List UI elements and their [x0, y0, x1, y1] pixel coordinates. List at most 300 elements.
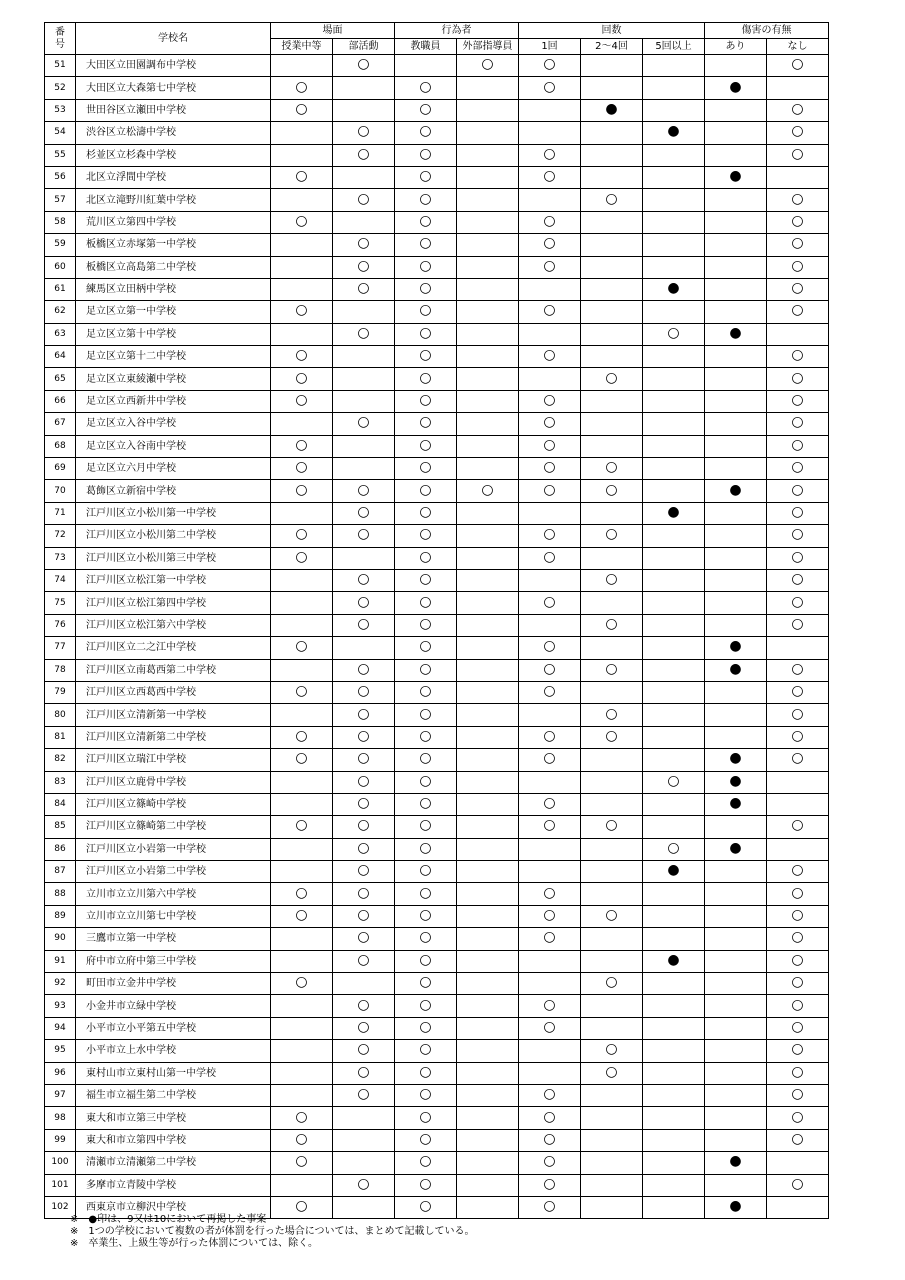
mark-club-symbol: ○ [357, 571, 370, 588]
mark-once [519, 1129, 581, 1151]
mark-staff [395, 973, 457, 995]
mark-two-four [581, 928, 643, 950]
mark-club [333, 1129, 395, 1151]
mark-once [519, 413, 581, 435]
mark-once-symbol: ○ [543, 1175, 556, 1192]
mark-once [519, 995, 581, 1017]
mark-once-symbol: ○ [543, 392, 556, 409]
mark-two-four-symbol: ○ [605, 190, 618, 207]
school-name: 東大和市立第四中学校 [76, 1129, 271, 1151]
mark-once [519, 301, 581, 323]
row-number: 81 [45, 726, 76, 748]
mark-injury-no-symbol: ○ [791, 436, 804, 453]
mark-external [457, 122, 519, 144]
mark-five-plus [643, 547, 705, 569]
mark-injury-no [767, 950, 829, 972]
mark-five-plus [643, 1040, 705, 1062]
mark-five-plus [643, 749, 705, 771]
mark-club [333, 55, 395, 77]
mark-injury-yes [705, 995, 767, 1017]
table-row [45, 838, 829, 860]
mark-staff [395, 1084, 457, 1106]
mark-class [271, 211, 333, 233]
mark-injury-no [767, 256, 829, 278]
mark-once-symbol: ○ [543, 56, 556, 73]
mark-class [271, 637, 333, 659]
mark-once [519, 592, 581, 614]
mark-external [457, 816, 519, 838]
mark-two-four-symbol: ○ [605, 727, 618, 744]
mark-staff-symbol: ○ [419, 839, 432, 856]
school-name: 三鷹市立第一中学校 [76, 928, 271, 950]
mark-staff-symbol: ○ [419, 1063, 432, 1080]
header-col-club: 部活動 [333, 39, 395, 55]
mark-staff [395, 1040, 457, 1062]
mark-once [519, 704, 581, 726]
mark-injury-yes [705, 883, 767, 905]
mark-club [333, 569, 395, 591]
mark-injury-yes-symbol: ● [729, 481, 742, 498]
table-row [45, 637, 829, 659]
mark-two-four [581, 1196, 643, 1218]
mark-class [271, 883, 333, 905]
school-name: 杉並区立杉森中学校 [76, 144, 271, 166]
mark-club-symbol: ○ [357, 862, 370, 879]
mark-staff [395, 413, 457, 435]
mark-once [519, 525, 581, 547]
mark-once [519, 681, 581, 703]
row-number: 90 [45, 928, 76, 950]
mark-injury-no-symbol: ○ [791, 951, 804, 968]
row-number: 67 [45, 413, 76, 435]
row-number: 76 [45, 614, 76, 636]
row-number: 94 [45, 1017, 76, 1039]
school-name: 町田市立金井中学校 [76, 973, 271, 995]
mark-club [333, 1152, 395, 1174]
row-number: 101 [45, 1174, 76, 1196]
mark-external [457, 211, 519, 233]
mark-two-four [581, 659, 643, 681]
mark-injury-yes [705, 122, 767, 144]
mark-injury-no [767, 1062, 829, 1084]
school-name: 江戸川区立小松川第三中学校 [76, 547, 271, 569]
mark-staff [395, 77, 457, 99]
mark-external [457, 144, 519, 166]
mark-once [519, 905, 581, 927]
school-name: 江戸川区立松江第四中学校 [76, 592, 271, 614]
mark-injury-yes [705, 144, 767, 166]
mark-once-symbol: ○ [543, 929, 556, 946]
mark-club [333, 1062, 395, 1084]
mark-staff-symbol: ○ [419, 660, 432, 677]
mark-class [271, 681, 333, 703]
table-row [45, 435, 829, 457]
mark-two-four-symbol: ○ [605, 974, 618, 991]
mark-class [271, 99, 333, 121]
table-row [45, 1040, 829, 1062]
mark-two-four [581, 995, 643, 1017]
row-number: 79 [45, 681, 76, 703]
mark-external [457, 502, 519, 524]
mark-once-symbol: ○ [543, 1108, 556, 1125]
row-number: 70 [45, 480, 76, 502]
mark-class [271, 234, 333, 256]
mark-club [333, 838, 395, 860]
mark-once-symbol: ○ [543, 145, 556, 162]
mark-once-symbol: ○ [543, 436, 556, 453]
mark-staff-symbol: ○ [419, 168, 432, 185]
school-name: 立川市立立川第七中学校 [76, 905, 271, 927]
mark-class [271, 793, 333, 815]
school-name: 大田区立大森第七中学校 [76, 77, 271, 99]
mark-club [333, 458, 395, 480]
mark-external [457, 592, 519, 614]
mark-once-symbol: ○ [543, 347, 556, 364]
mark-staff [395, 905, 457, 927]
mark-once-symbol: ○ [543, 526, 556, 543]
table-row [45, 861, 829, 883]
mark-five-plus [643, 1196, 705, 1218]
mark-club [333, 749, 395, 771]
mark-staff-symbol: ○ [419, 436, 432, 453]
mark-staff [395, 659, 457, 681]
mark-external [457, 278, 519, 300]
mark-two-four [581, 838, 643, 860]
mark-injury-yes-symbol: ● [729, 78, 742, 95]
mark-injury-yes [705, 525, 767, 547]
mark-injury-no [767, 1040, 829, 1062]
mark-external [457, 928, 519, 950]
header-col-staff: 教職員 [395, 39, 457, 55]
mark-class [271, 1152, 333, 1174]
mark-five-plus [643, 1107, 705, 1129]
mark-staff-symbol: ○ [419, 369, 432, 386]
row-number: 61 [45, 278, 76, 300]
mark-injury-no [767, 793, 829, 815]
mark-club [333, 1017, 395, 1039]
mark-club-symbol: ○ [357, 324, 370, 341]
table-row [45, 1107, 829, 1129]
mark-staff-symbol: ○ [419, 78, 432, 95]
mark-staff [395, 480, 457, 502]
row-number: 71 [45, 502, 76, 524]
table-row [45, 301, 829, 323]
mark-injury-no [767, 368, 829, 390]
mark-injury-no-symbol: ○ [791, 392, 804, 409]
table-row [45, 973, 829, 995]
mark-once [519, 614, 581, 636]
mark-two-four [581, 793, 643, 815]
table-row [45, 480, 829, 502]
mark-injury-no-symbol: ○ [791, 56, 804, 73]
mark-class-symbol: ○ [295, 638, 308, 655]
mark-club [333, 256, 395, 278]
mark-injury-no [767, 816, 829, 838]
mark-injury-no-symbol: ○ [791, 974, 804, 991]
mark-five-plus [643, 726, 705, 748]
table-header [45, 23, 829, 55]
mark-injury-no [767, 480, 829, 502]
school-name: 足立区立第十中学校 [76, 323, 271, 345]
mark-injury-yes [705, 771, 767, 793]
mark-staff [395, 390, 457, 412]
mark-class-symbol: ○ [295, 974, 308, 991]
mark-staff [395, 950, 457, 972]
mark-injury-yes [705, 950, 767, 972]
school-name: 渋谷区立松濤中学校 [76, 122, 271, 144]
mark-club [333, 77, 395, 99]
header-group-count: 回数 [519, 23, 705, 39]
mark-staff [395, 323, 457, 345]
mark-once-symbol: ○ [543, 1130, 556, 1147]
mark-external [457, 569, 519, 591]
table-row [45, 189, 829, 211]
mark-staff-symbol: ○ [419, 145, 432, 162]
mark-club-symbol: ○ [357, 123, 370, 140]
mark-external [457, 1062, 519, 1084]
mark-club [333, 614, 395, 636]
mark-injury-no [767, 211, 829, 233]
mark-injury-no-symbol: ○ [791, 414, 804, 431]
mark-external [457, 413, 519, 435]
table-row [45, 569, 829, 591]
mark-injury-yes [705, 1152, 767, 1174]
row-number: 69 [45, 458, 76, 480]
mark-club-symbol: ○ [357, 929, 370, 946]
mark-staff-symbol: ○ [419, 929, 432, 946]
mark-injury-no-symbol: ○ [791, 302, 804, 319]
table-row [45, 278, 829, 300]
school-name: 大田区立田園調布中学校 [76, 55, 271, 77]
mark-two-four [581, 166, 643, 188]
mark-injury-no [767, 166, 829, 188]
mark-external [457, 883, 519, 905]
mark-club-symbol: ○ [357, 56, 370, 73]
mark-two-four [581, 458, 643, 480]
mark-staff [395, 435, 457, 457]
mark-injury-yes [705, 166, 767, 188]
mark-two-four [581, 55, 643, 77]
mark-injury-yes [705, 301, 767, 323]
mark-class-symbol: ○ [295, 78, 308, 95]
mark-injury-yes [705, 547, 767, 569]
mark-staff-symbol: ○ [419, 526, 432, 543]
mark-injury-no [767, 637, 829, 659]
mark-injury-yes [705, 368, 767, 390]
mark-staff [395, 502, 457, 524]
mark-once-symbol: ○ [543, 907, 556, 924]
mark-club [333, 973, 395, 995]
mark-five-plus [643, 435, 705, 457]
mark-injury-yes [705, 1084, 767, 1106]
mark-injury-yes [705, 681, 767, 703]
mark-five-plus [643, 122, 705, 144]
mark-injury-no [767, 390, 829, 412]
mark-injury-yes [705, 1062, 767, 1084]
mark-class-symbol: ○ [295, 100, 308, 117]
school-name: 多摩市立青陵中学校 [76, 1174, 271, 1196]
mark-five-plus [643, 1084, 705, 1106]
mark-two-four [581, 592, 643, 614]
mark-injury-no [767, 1174, 829, 1196]
mark-staff-symbol: ○ [419, 100, 432, 117]
school-name: 江戸川区立松江第一中学校 [76, 569, 271, 591]
row-number: 75 [45, 592, 76, 614]
mark-club [333, 659, 395, 681]
mark-injury-yes [705, 1196, 767, 1218]
mark-once-symbol: ○ [543, 884, 556, 901]
table-row [45, 211, 829, 233]
mark-club-symbol: ○ [357, 1175, 370, 1192]
school-name: 江戸川区立篠崎中学校 [76, 793, 271, 815]
mark-injury-yes [705, 1174, 767, 1196]
mark-club [333, 547, 395, 569]
mark-external [457, 55, 519, 77]
mark-injury-yes [705, 211, 767, 233]
mark-five-plus [643, 569, 705, 591]
mark-club [333, 726, 395, 748]
mark-staff [395, 211, 457, 233]
mark-club [333, 928, 395, 950]
mark-once-symbol: ○ [543, 78, 556, 95]
mark-once [519, 256, 581, 278]
mark-injury-no [767, 883, 829, 905]
school-name: 足立区立西新井中学校 [76, 390, 271, 412]
mark-class [271, 771, 333, 793]
row-number: 62 [45, 301, 76, 323]
mark-injury-no [767, 1107, 829, 1129]
mark-class [271, 1107, 333, 1129]
mark-injury-no [767, 1196, 829, 1218]
mark-staff-symbol: ○ [419, 324, 432, 341]
mark-class [271, 1062, 333, 1084]
mark-injury-yes-symbol: ● [729, 1153, 742, 1170]
mark-two-four-symbol: ○ [605, 615, 618, 632]
school-name: 板橋区立高島第二中学校 [76, 256, 271, 278]
mark-class [271, 323, 333, 345]
header-school-name: 学校名 [76, 23, 271, 55]
mark-five-plus [643, 771, 705, 793]
mark-club [333, 278, 395, 300]
mark-five-plus [643, 659, 705, 681]
mark-staff [395, 816, 457, 838]
mark-two-four [581, 144, 643, 166]
mark-five-plus [643, 1062, 705, 1084]
mark-club-symbol: ○ [357, 481, 370, 498]
mark-club [333, 592, 395, 614]
mark-two-four [581, 323, 643, 345]
school-name: 江戸川区立清新第一中学校 [76, 704, 271, 726]
mark-class [271, 1129, 333, 1151]
mark-five-plus [643, 189, 705, 211]
mark-five-plus [643, 278, 705, 300]
mark-injury-no [767, 99, 829, 121]
row-number: 68 [45, 435, 76, 457]
mark-injury-no-symbol: ○ [791, 1130, 804, 1147]
table-row [45, 234, 829, 256]
mark-class [271, 905, 333, 927]
table-row [45, 458, 829, 480]
school-name: 練馬区立田柄中学校 [76, 278, 271, 300]
mark-club [333, 502, 395, 524]
mark-injury-yes [705, 726, 767, 748]
mark-club-symbol: ○ [357, 257, 370, 274]
school-name: 江戸川区立鹿骨中学校 [76, 771, 271, 793]
mark-club [333, 637, 395, 659]
mark-staff [395, 614, 457, 636]
school-name: 小金井市立緑中学校 [76, 995, 271, 1017]
mark-five-plus [643, 637, 705, 659]
mark-injury-no [767, 122, 829, 144]
mark-staff [395, 234, 457, 256]
mark-injury-no [767, 1084, 829, 1106]
mark-five-plus [643, 166, 705, 188]
mark-once [519, 1196, 581, 1218]
mark-staff-symbol: ○ [419, 459, 432, 476]
mark-class [271, 77, 333, 99]
mark-club [333, 681, 395, 703]
mark-staff-symbol: ○ [419, 593, 432, 610]
mark-two-four [581, 681, 643, 703]
mark-staff-symbol: ○ [419, 705, 432, 722]
mark-once-symbol: ○ [543, 212, 556, 229]
mark-injury-no-symbol: ○ [791, 1108, 804, 1125]
mark-once [519, 189, 581, 211]
mark-staff [395, 838, 457, 860]
school-name: 足立区立入谷中学校 [76, 413, 271, 435]
table-row [45, 681, 829, 703]
mark-two-four [581, 861, 643, 883]
mark-staff [395, 995, 457, 1017]
table-row [45, 368, 829, 390]
school-name: 足立区立第十二中学校 [76, 346, 271, 368]
mark-club [333, 1084, 395, 1106]
mark-two-four [581, 726, 643, 748]
table-body [45, 55, 829, 1219]
row-number: 66 [45, 390, 76, 412]
mark-injury-no [767, 973, 829, 995]
school-name: 小平市立小平第五中学校 [76, 1017, 271, 1039]
school-name: 足立区立第一中学校 [76, 301, 271, 323]
mark-staff-symbol: ○ [419, 884, 432, 901]
mark-external [457, 681, 519, 703]
mark-injury-no-symbol: ○ [791, 526, 804, 543]
mark-injury-yes [705, 614, 767, 636]
school-name: 清瀬市立清瀬第二中学校 [76, 1152, 271, 1174]
mark-staff [395, 458, 457, 480]
mark-injury-no [767, 659, 829, 681]
mark-five-plus [643, 793, 705, 815]
mark-class [271, 704, 333, 726]
mark-injury-yes-symbol: ● [729, 660, 742, 677]
table-row [45, 390, 829, 412]
mark-injury-no-symbol: ○ [791, 1041, 804, 1058]
mark-five-plus [643, 390, 705, 412]
mark-club-symbol: ○ [357, 593, 370, 610]
mark-staff [395, 771, 457, 793]
mark-injury-yes [705, 749, 767, 771]
mark-class-symbol: ○ [295, 884, 308, 901]
header-group-injury: 傷害の有無 [705, 23, 829, 39]
mark-five-plus-symbol: ● [667, 951, 680, 968]
mark-once [519, 234, 581, 256]
row-number: 102 [45, 1196, 76, 1218]
row-number: 53 [45, 99, 76, 121]
table-row [45, 1084, 829, 1106]
mark-once-symbol: ○ [543, 1086, 556, 1103]
mark-injury-no-symbol: ○ [791, 100, 804, 117]
mark-injury-yes [705, 278, 767, 300]
